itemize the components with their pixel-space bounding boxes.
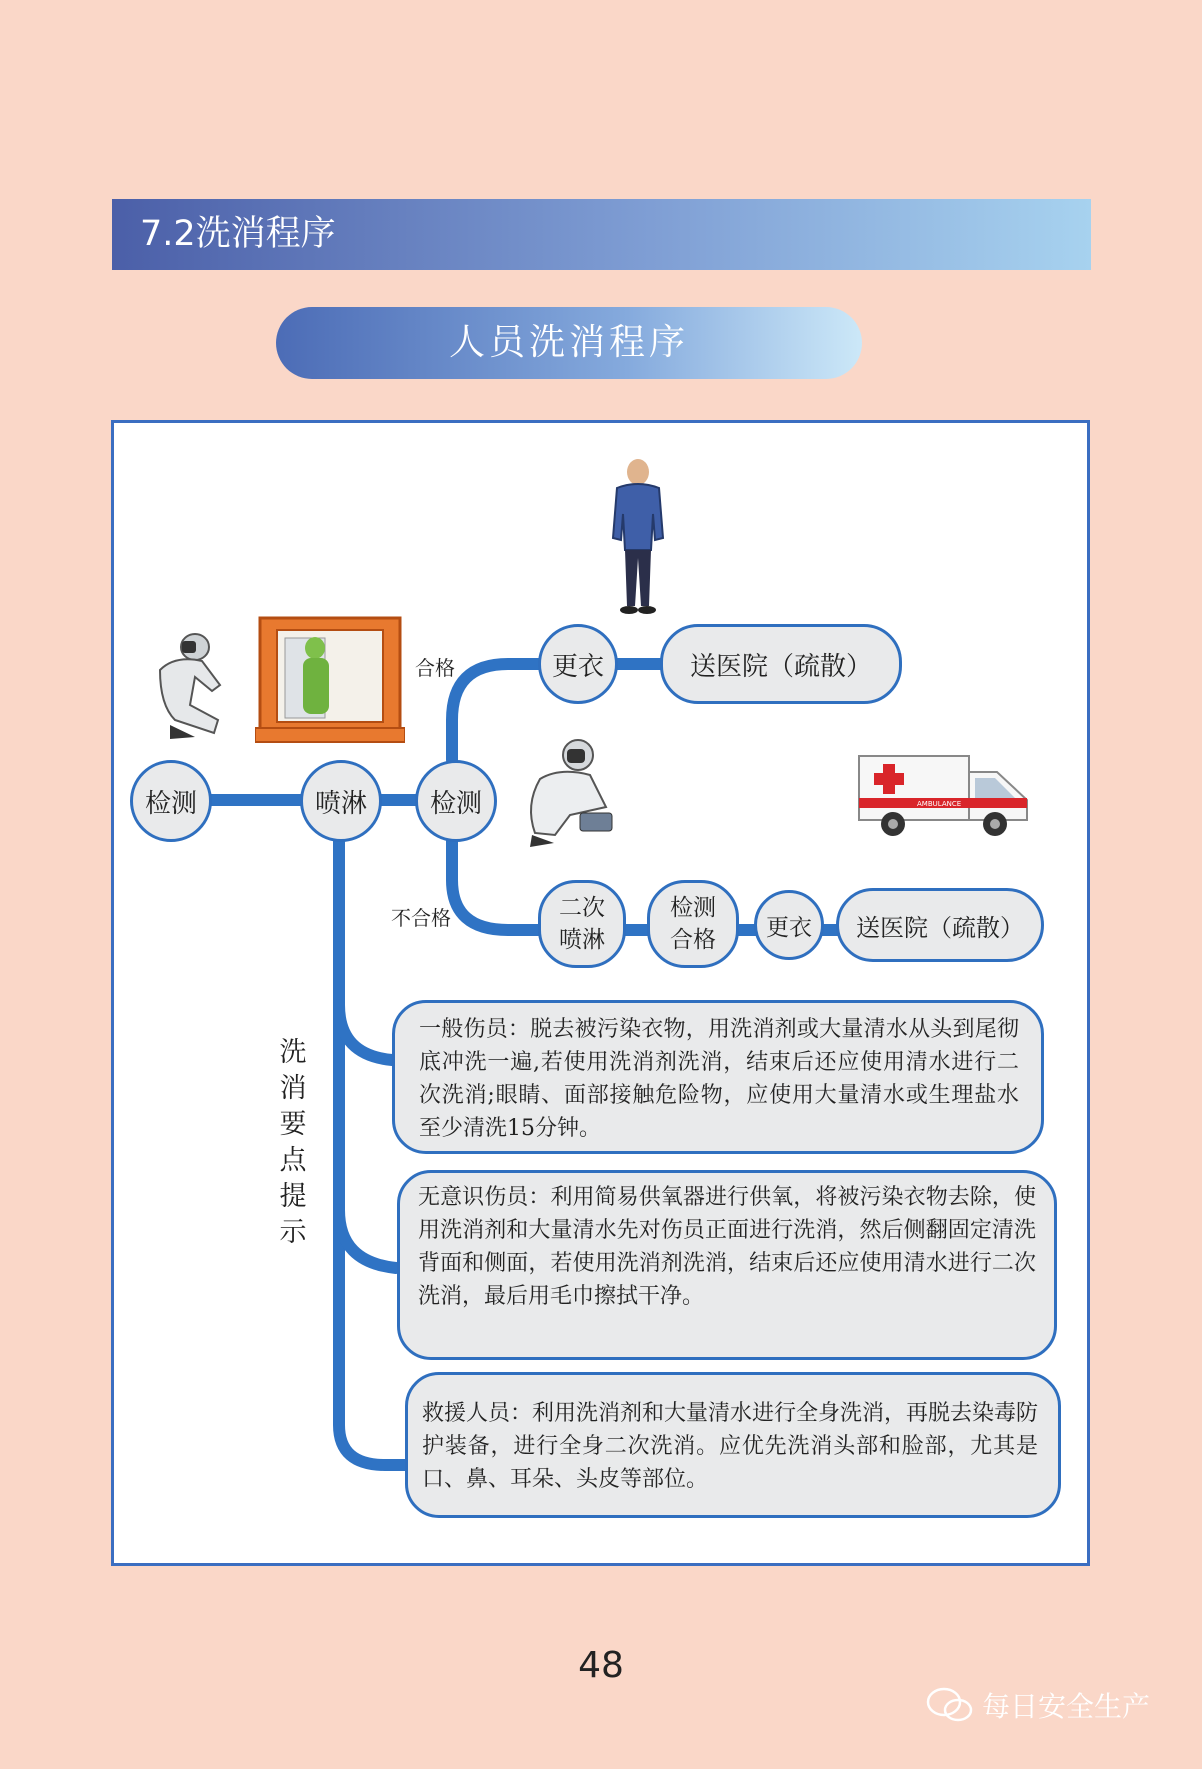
tips-heading-char: 示 (279, 1217, 307, 1248)
connector-tip-1 (339, 1005, 392, 1060)
ambulance-illustration (857, 748, 1032, 840)
flow-node-second-shower (538, 880, 626, 968)
page-number: 48 (578, 1645, 624, 1686)
tip-unconscious-casualty (397, 1170, 1057, 1360)
flow-node-hospital-pass (660, 624, 902, 704)
flow-node-hospital-fail (836, 888, 1044, 962)
tip-general-casualty (392, 1000, 1044, 1154)
tips-heading-char: 消 (279, 1073, 307, 1104)
flow-node-detect-check-label: 检测 (429, 788, 482, 819)
flow-node-change-fail (754, 890, 824, 960)
second-shower-line-1: 二次 (559, 895, 605, 921)
tips-heading-char: 洗 (279, 1037, 307, 1068)
connector-tips-trunk (339, 842, 410, 1465)
tip-rescue-personnel-text: 救援人员：利用洗消剂和大量清水进行全身洗消，再脱去染毒防护装备，进行全身二次洗消。应优先洗消头部和脸部，尤其是口、鼻、耳朵、头皮等部位。 (422, 1401, 1039, 1492)
second-shower-line-2: 喷淋 (559, 927, 605, 953)
recheck-line-1: 检测 (670, 895, 716, 921)
flow-node-change-pass (538, 624, 618, 704)
watermark-text: 每日安全生产 (982, 1690, 1151, 1723)
recheck-line-2: 合格 (670, 927, 716, 953)
fail-label: 不合格 (391, 906, 451, 930)
diagram-title: 人员洗消程序 (276, 307, 862, 379)
ambulance-label: AMBULANCE (917, 800, 962, 808)
watermark (926, 1685, 1150, 1725)
chat-bubble-icon (926, 1686, 974, 1724)
tips-heading (276, 1035, 310, 1251)
flow-node-hospital-pass-label: 送医院（疏散） (689, 651, 872, 682)
tip-general-casualty-text: 一般伤员：脱去被污染衣物，用洗消剂或大量清水从头到尾彻底冲洗一遍,若使用洗消剂洗消，结束后还应使用清水进行二次洗消;眼睛、面部接触危险物，应使用大量清水或生理盐水至少清洗15分钟。 (419, 1017, 1019, 1141)
pass-label: 合格 (415, 656, 455, 680)
civilian-man-illustration (603, 458, 673, 618)
worker-with-detector-illustration (510, 735, 630, 850)
flow-node-shower-label: 喷淋 (314, 788, 367, 819)
flow-node-detect-start-label: 检测 (144, 788, 197, 819)
flow-node-hospital-fail-label: 送医院（疏散） (856, 913, 1024, 942)
connector-tip-2 (339, 1210, 396, 1268)
connector-fail-branch (452, 840, 538, 930)
section-title: 7.2洗消程序 (140, 214, 336, 254)
worker-crouching-illustration (140, 625, 240, 745)
tips-heading-char: 点 (279, 1145, 307, 1176)
flow-node-recheck-pass (647, 880, 739, 968)
flow-node-detect-check (415, 760, 497, 842)
tips-heading-char: 要 (279, 1109, 307, 1140)
tips-heading-char: 提 (279, 1181, 307, 1212)
tip-rescue-personnel (405, 1372, 1061, 1518)
flow-node-change-pass-label: 更衣 (551, 651, 604, 682)
flow-node-detect-start (130, 760, 212, 842)
shower-tent-illustration (255, 608, 405, 748)
tip-unconscious-casualty-text: 无意识伤员：利用简易供氧器进行供氧，将被污染衣物去除，使用洗消剂和大量清水先对伤员正面进行洗消，然后侧翻固定清洗背面和侧面，若使用洗消剂洗消，结束后还应使用清水进行二次洗消，最后用毛巾擦拭干净。 (418, 1185, 1036, 1309)
flow-node-change-fail-label: 更衣 (766, 914, 812, 941)
flow-node-shower (300, 760, 382, 842)
